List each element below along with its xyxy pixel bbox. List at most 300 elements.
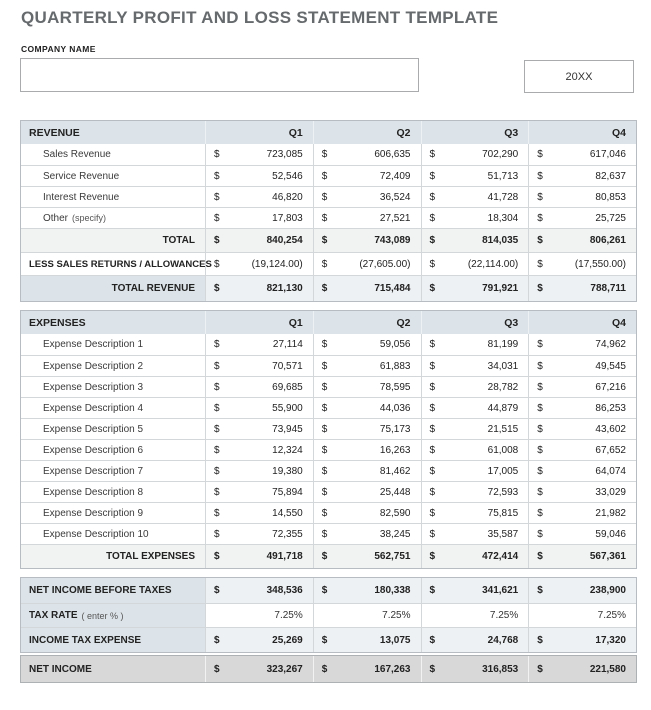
cell-value: 72,593 [487, 486, 519, 498]
value-cell[interactable] [313, 187, 421, 207]
cell-value: 238,900 [589, 585, 626, 596]
value-cell[interactable] [421, 656, 529, 682]
dollar-sign: $ [214, 444, 220, 456]
cell-value: 715,484 [374, 283, 411, 294]
cell-value: 34,031 [487, 360, 519, 372]
table-row [21, 481, 636, 502]
year-value: 20XX [565, 70, 593, 83]
value-cell[interactable] [313, 628, 421, 652]
dollar-sign: $ [214, 528, 220, 540]
value-cell[interactable] [421, 482, 529, 502]
dollar-sign: $ [537, 360, 543, 372]
value-cell[interactable] [313, 578, 421, 603]
value-cell[interactable] [313, 545, 421, 568]
cell-value: 617,046 [589, 149, 626, 160]
cell-value: 27,114 [272, 339, 303, 350]
table-row [21, 397, 636, 418]
cell-value: 44,879 [487, 402, 519, 414]
value-cell[interactable] [205, 276, 313, 301]
cell-value: 80,853 [595, 191, 626, 203]
value-cell[interactable] [528, 398, 636, 418]
value-cell[interactable] [528, 545, 636, 568]
row-label: Expense Description 9 [43, 507, 144, 519]
dollar-sign: $ [429, 191, 436, 203]
row-label: TOTAL EXPENSES [106, 551, 195, 562]
row-label: INCOME TAX EXPENSE [21, 628, 205, 652]
cell-value: 606,635 [374, 149, 411, 160]
cell-value: 75,894 [272, 486, 303, 498]
dollar-sign: $ [214, 339, 220, 350]
value-cell[interactable] [205, 482, 313, 502]
cell-value: 702,290 [482, 149, 519, 160]
cell-value: 28,782 [487, 381, 519, 393]
value-cell[interactable] [421, 356, 529, 376]
cell-value: 41,728 [487, 191, 519, 203]
expenses-section-title: EXPENSES [29, 316, 86, 329]
dollar-sign: $ [214, 149, 220, 160]
table-row [21, 603, 636, 627]
dollar-sign: $ [321, 283, 328, 294]
revenue-section-title: REVENUE [29, 126, 80, 139]
value-cell[interactable] [421, 208, 529, 228]
value-cell[interactable] [528, 187, 636, 207]
cell-value: 27,521 [379, 212, 411, 224]
dollar-sign: $ [321, 507, 328, 519]
cell-value: (17,550.00) [574, 258, 626, 270]
cell-value: 25,725 [595, 212, 626, 224]
value-cell[interactable] [421, 604, 529, 627]
cell-value: 25,269 [272, 634, 303, 646]
cell-value: 167,263 [374, 663, 411, 675]
value-cell[interactable] [205, 187, 313, 207]
value-cell[interactable] [528, 144, 636, 165]
cell-value: 46,820 [272, 191, 303, 203]
cell-value: 821,130 [266, 283, 303, 294]
value-cell[interactable] [313, 208, 421, 228]
dollar-sign: $ [214, 663, 220, 675]
value-cell[interactable] [205, 656, 313, 682]
dollar-sign: $ [321, 444, 328, 456]
dollar-sign: $ [214, 235, 220, 246]
dollar-sign: $ [537, 258, 543, 270]
revenue-header-row [21, 121, 636, 144]
row-label: Expense Description 10 [43, 528, 149, 540]
value-cell[interactable] [421, 628, 529, 652]
cell-value: 562,751 [374, 551, 411, 562]
dollar-sign: $ [321, 528, 328, 540]
cell-value: 316,853 [482, 663, 519, 675]
cell-value: 38,245 [379, 528, 411, 540]
value-cell[interactable] [313, 524, 421, 544]
dollar-sign: $ [214, 381, 220, 393]
dollar-sign: $ [537, 528, 543, 540]
dollar-sign: $ [214, 507, 220, 519]
value-cell[interactable] [528, 377, 636, 397]
table-row [21, 275, 636, 301]
cell-value: 72,355 [272, 528, 303, 540]
cell-value: 55,900 [272, 402, 303, 414]
dollar-sign: $ [321, 149, 328, 160]
cell-value: 24,768 [487, 634, 519, 646]
value-cell[interactable] [421, 461, 529, 481]
dollar-sign: $ [214, 283, 220, 294]
cell-value: 81,199 [487, 339, 519, 350]
value-cell[interactable] [528, 482, 636, 502]
value-cell[interactable] [313, 440, 421, 460]
column-header-q1: Q1 [205, 121, 313, 144]
cell-value: 59,056 [379, 339, 411, 350]
table-row [21, 578, 636, 603]
value-cell[interactable] [528, 524, 636, 544]
cell-value: (27,605.00) [359, 258, 411, 270]
value-cell[interactable] [205, 208, 313, 228]
dollar-sign: $ [321, 339, 328, 350]
dollar-sign: $ [537, 381, 543, 393]
table-row [21, 523, 636, 544]
dollar-sign: $ [321, 402, 328, 414]
cell-value: 180,338 [374, 585, 411, 596]
value-cell[interactable] [313, 419, 421, 439]
dollar-sign: $ [429, 507, 436, 519]
value-cell[interactable] [421, 419, 529, 439]
cell-value: 78,595 [379, 381, 411, 393]
value-cell[interactable] [528, 628, 636, 652]
value-cell[interactable] [421, 144, 529, 165]
cell-value: 17,320 [595, 634, 626, 646]
column-header-q4: Q4 [528, 311, 636, 334]
cell-value: 7.25% [274, 610, 303, 621]
value-cell[interactable] [421, 334, 529, 355]
value-cell[interactable] [528, 461, 636, 481]
value-cell[interactable] [313, 276, 421, 301]
row-label: Interest Revenue [43, 191, 120, 203]
cell-value: 743,089 [374, 235, 411, 246]
company-name-label: COMPANY NAME [21, 44, 96, 54]
cell-value: 723,085 [266, 149, 303, 160]
dollar-sign: $ [537, 191, 543, 203]
table-row [21, 502, 636, 523]
dollar-sign: $ [321, 486, 328, 498]
table-row [21, 460, 636, 481]
value-cell[interactable] [421, 187, 529, 207]
row-label: LESS SALES RETURNS / ALLOWANCES [29, 258, 212, 270]
cell-value: 33,029 [595, 486, 626, 498]
row-label: TOTAL [162, 235, 195, 246]
table-row [21, 165, 636, 186]
table-row [21, 207, 636, 228]
cell-value: 7.25% [382, 610, 411, 621]
value-cell[interactable] [313, 166, 421, 186]
cell-value: 69,685 [272, 381, 303, 393]
dollar-sign: $ [537, 634, 543, 646]
row-label: Expense Description 4 [43, 402, 144, 414]
cell-value: 67,652 [595, 444, 626, 456]
value-cell[interactable] [205, 440, 313, 460]
table-row [21, 439, 636, 460]
page-title: QUARTERLY PROFIT AND LOSS STATEMENT TEMPLATE [21, 8, 499, 27]
value-cell[interactable] [205, 377, 313, 397]
value-cell[interactable] [313, 398, 421, 418]
value-cell[interactable] [421, 229, 529, 252]
dollar-sign: $ [214, 258, 220, 270]
dollar-sign: $ [214, 551, 220, 562]
value-cell[interactable] [205, 578, 313, 603]
dollar-sign: $ [429, 283, 436, 294]
value-cell[interactable] [421, 545, 529, 568]
cell-value: 7.25% [489, 610, 519, 621]
cell-value: 348,536 [266, 585, 303, 596]
table-row [21, 627, 636, 652]
row-label: Expense Description 3 [43, 381, 144, 393]
value-cell[interactable] [421, 166, 529, 186]
expenses-table [20, 310, 637, 569]
dollar-sign: $ [321, 360, 328, 372]
cell-value: 75,173 [379, 423, 411, 435]
cell-value: 18,304 [487, 212, 519, 224]
company-name-input[interactable] [20, 58, 419, 92]
value-cell[interactable] [313, 482, 421, 502]
row-label: Expense Description 1 [43, 339, 144, 350]
dollar-sign: $ [537, 465, 543, 477]
cell-value: 791,921 [482, 283, 519, 294]
cell-value: 814,035 [482, 235, 519, 246]
value-cell[interactable] [528, 419, 636, 439]
dollar-sign: $ [537, 283, 543, 294]
dollar-sign: $ [429, 381, 436, 393]
value-cell[interactable] [205, 356, 313, 376]
dollar-sign: $ [429, 235, 436, 246]
value-cell[interactable] [313, 144, 421, 165]
dollar-sign: $ [537, 170, 543, 182]
dollar-sign: $ [321, 235, 328, 246]
row-label-note: ( enter % ) [81, 610, 124, 621]
value-cell[interactable] [205, 166, 313, 186]
dollar-sign: $ [214, 212, 220, 224]
dollar-sign: $ [537, 402, 543, 414]
cell-value: 341,621 [482, 585, 519, 596]
cell-value: 13,075 [379, 634, 411, 646]
dollar-sign: $ [214, 634, 220, 646]
cell-value: 221,580 [589, 663, 626, 675]
dollar-sign: $ [321, 423, 328, 435]
cell-value: 67,216 [595, 381, 626, 393]
table-row [21, 355, 636, 376]
value-cell[interactable] [205, 398, 313, 418]
revenue-table [20, 120, 637, 302]
value-cell[interactable] [528, 253, 636, 275]
table-row [21, 186, 636, 207]
cell-value: 7.25% [597, 610, 626, 621]
cell-value: 44,036 [379, 402, 411, 414]
value-cell[interactable] [421, 578, 529, 603]
value-cell[interactable] [205, 545, 313, 568]
value-cell[interactable] [205, 334, 313, 355]
column-header-q1: Q1 [205, 311, 313, 334]
value-cell[interactable] [205, 524, 313, 544]
cell-value: 49,545 [595, 360, 626, 372]
value-cell[interactable] [421, 440, 529, 460]
dollar-sign: $ [214, 585, 220, 596]
cell-value: 75,815 [487, 507, 519, 519]
dollar-sign: $ [429, 402, 436, 414]
cell-value: 472,414 [482, 551, 519, 562]
value-cell[interactable] [528, 356, 636, 376]
value-cell[interactable] [528, 656, 636, 682]
cell-value: 36,524 [379, 191, 411, 203]
dollar-sign: $ [214, 402, 220, 414]
value-cell[interactable] [205, 604, 313, 627]
dollar-sign: $ [214, 191, 220, 203]
value-cell[interactable] [313, 356, 421, 376]
cell-value: 491,718 [266, 551, 303, 562]
value-cell[interactable] [205, 144, 313, 165]
cell-value: 567,361 [589, 551, 626, 562]
dollar-sign: $ [429, 551, 436, 562]
dollar-sign: $ [321, 258, 328, 270]
value-cell[interactable] [528, 503, 636, 523]
column-header-q2: Q2 [313, 311, 421, 334]
value-cell[interactable] [313, 229, 421, 252]
dollar-sign: $ [429, 339, 436, 350]
value-cell[interactable] [313, 377, 421, 397]
cell-value: 25,448 [379, 486, 411, 498]
cell-value: 73,945 [272, 423, 303, 435]
value-cell[interactable] [421, 503, 529, 523]
value-cell[interactable] [528, 604, 636, 627]
dollar-sign: $ [214, 423, 220, 435]
table-row [21, 656, 636, 682]
cell-value: 81,462 [379, 465, 411, 477]
dollar-sign: $ [429, 465, 436, 477]
cell-value: 12,324 [272, 444, 303, 456]
dollar-sign: $ [429, 258, 436, 270]
table-row [21, 334, 636, 355]
value-cell[interactable] [205, 461, 313, 481]
value-cell[interactable] [421, 398, 529, 418]
dollar-sign: $ [429, 149, 436, 160]
dollar-sign: $ [321, 381, 328, 393]
value-cell[interactable] [313, 604, 421, 627]
dollar-sign: $ [321, 170, 328, 182]
cell-value: 82,590 [379, 507, 411, 519]
cell-value: 70,571 [272, 360, 303, 372]
dollar-sign: $ [537, 149, 543, 160]
dollar-sign: $ [429, 663, 436, 675]
value-cell[interactable] [421, 253, 529, 275]
value-cell[interactable] [313, 253, 421, 275]
value-cell[interactable] [313, 656, 421, 682]
dollar-sign: $ [214, 360, 220, 372]
cell-value: 82,637 [595, 170, 626, 182]
value-cell[interactable] [528, 208, 636, 228]
cell-value: 17,005 [487, 465, 519, 477]
dollar-sign: $ [537, 235, 543, 246]
cell-value: 61,883 [379, 360, 411, 372]
value-cell[interactable] [421, 524, 529, 544]
year-field[interactable] [524, 60, 634, 93]
row-label: Expense Description 7 [43, 465, 144, 477]
dollar-sign: $ [429, 585, 436, 596]
expenses-header-row [21, 311, 636, 334]
dollar-sign: $ [429, 528, 436, 540]
table-row [21, 228, 636, 252]
dollar-sign: $ [537, 212, 543, 224]
value-cell[interactable] [313, 503, 421, 523]
row-label: Expense Description 6 [43, 444, 144, 456]
value-cell[interactable] [528, 578, 636, 603]
cell-value: 17,803 [272, 212, 303, 224]
dollar-sign: $ [537, 551, 543, 562]
dollar-sign: $ [321, 585, 328, 596]
value-cell[interactable] [528, 334, 636, 355]
cell-value: 86,253 [595, 402, 626, 414]
dollar-sign: $ [321, 663, 328, 675]
table-row [21, 544, 636, 568]
cell-value: 74,962 [595, 339, 626, 350]
value-cell[interactable] [205, 253, 313, 275]
value-cell[interactable] [205, 628, 313, 652]
dollar-sign: $ [537, 507, 543, 519]
value-cell[interactable] [528, 166, 636, 186]
net-income-table [20, 655, 637, 683]
dollar-sign: $ [214, 170, 220, 182]
value-cell[interactable] [421, 276, 529, 301]
dollar-sign: $ [537, 486, 543, 498]
row-label: Service Revenue [43, 170, 120, 182]
cell-value: 61,008 [487, 444, 519, 456]
cell-value: 35,587 [487, 528, 519, 540]
column-header-q3: Q3 [421, 311, 529, 334]
cell-value: 21,515 [487, 423, 519, 435]
value-cell[interactable] [205, 229, 313, 252]
dollar-sign: $ [429, 444, 436, 456]
cell-value: 840,254 [266, 235, 303, 246]
value-cell[interactable] [205, 419, 313, 439]
row-label: NET INCOME BEFORE TAXES [21, 578, 205, 603]
dollar-sign: $ [537, 663, 543, 675]
row-label: TAX RATE ( enter % ) [21, 604, 205, 627]
cell-value: 19,380 [272, 465, 303, 477]
dollar-sign: $ [429, 486, 436, 498]
table-row [21, 252, 636, 275]
dollar-sign: $ [429, 423, 436, 435]
value-cell[interactable] [205, 503, 313, 523]
column-header-q4: Q4 [528, 121, 636, 144]
cell-value: 43,602 [595, 423, 626, 435]
value-cell[interactable] [528, 276, 636, 301]
dollar-sign: $ [537, 585, 543, 596]
column-header-q2: Q2 [313, 121, 421, 144]
cell-value: 72,409 [379, 170, 411, 182]
cell-value: 788,711 [590, 283, 626, 294]
value-cell[interactable] [528, 229, 636, 252]
value-cell[interactable] [528, 440, 636, 460]
dollar-sign: $ [429, 170, 436, 182]
row-label: Sales Revenue [43, 149, 111, 160]
cell-value: 16,263 [379, 444, 411, 456]
value-cell[interactable] [313, 461, 421, 481]
dollar-sign: $ [429, 212, 436, 224]
dollar-sign: $ [214, 465, 220, 477]
tax-section-table [20, 577, 637, 653]
table-row [21, 418, 636, 439]
value-cell[interactable] [313, 334, 421, 355]
value-cell[interactable] [421, 377, 529, 397]
row-label: Other (specify) [43, 212, 107, 224]
dollar-sign: $ [321, 634, 328, 646]
dollar-sign: $ [537, 339, 543, 350]
cell-value: 64,074 [595, 465, 626, 477]
